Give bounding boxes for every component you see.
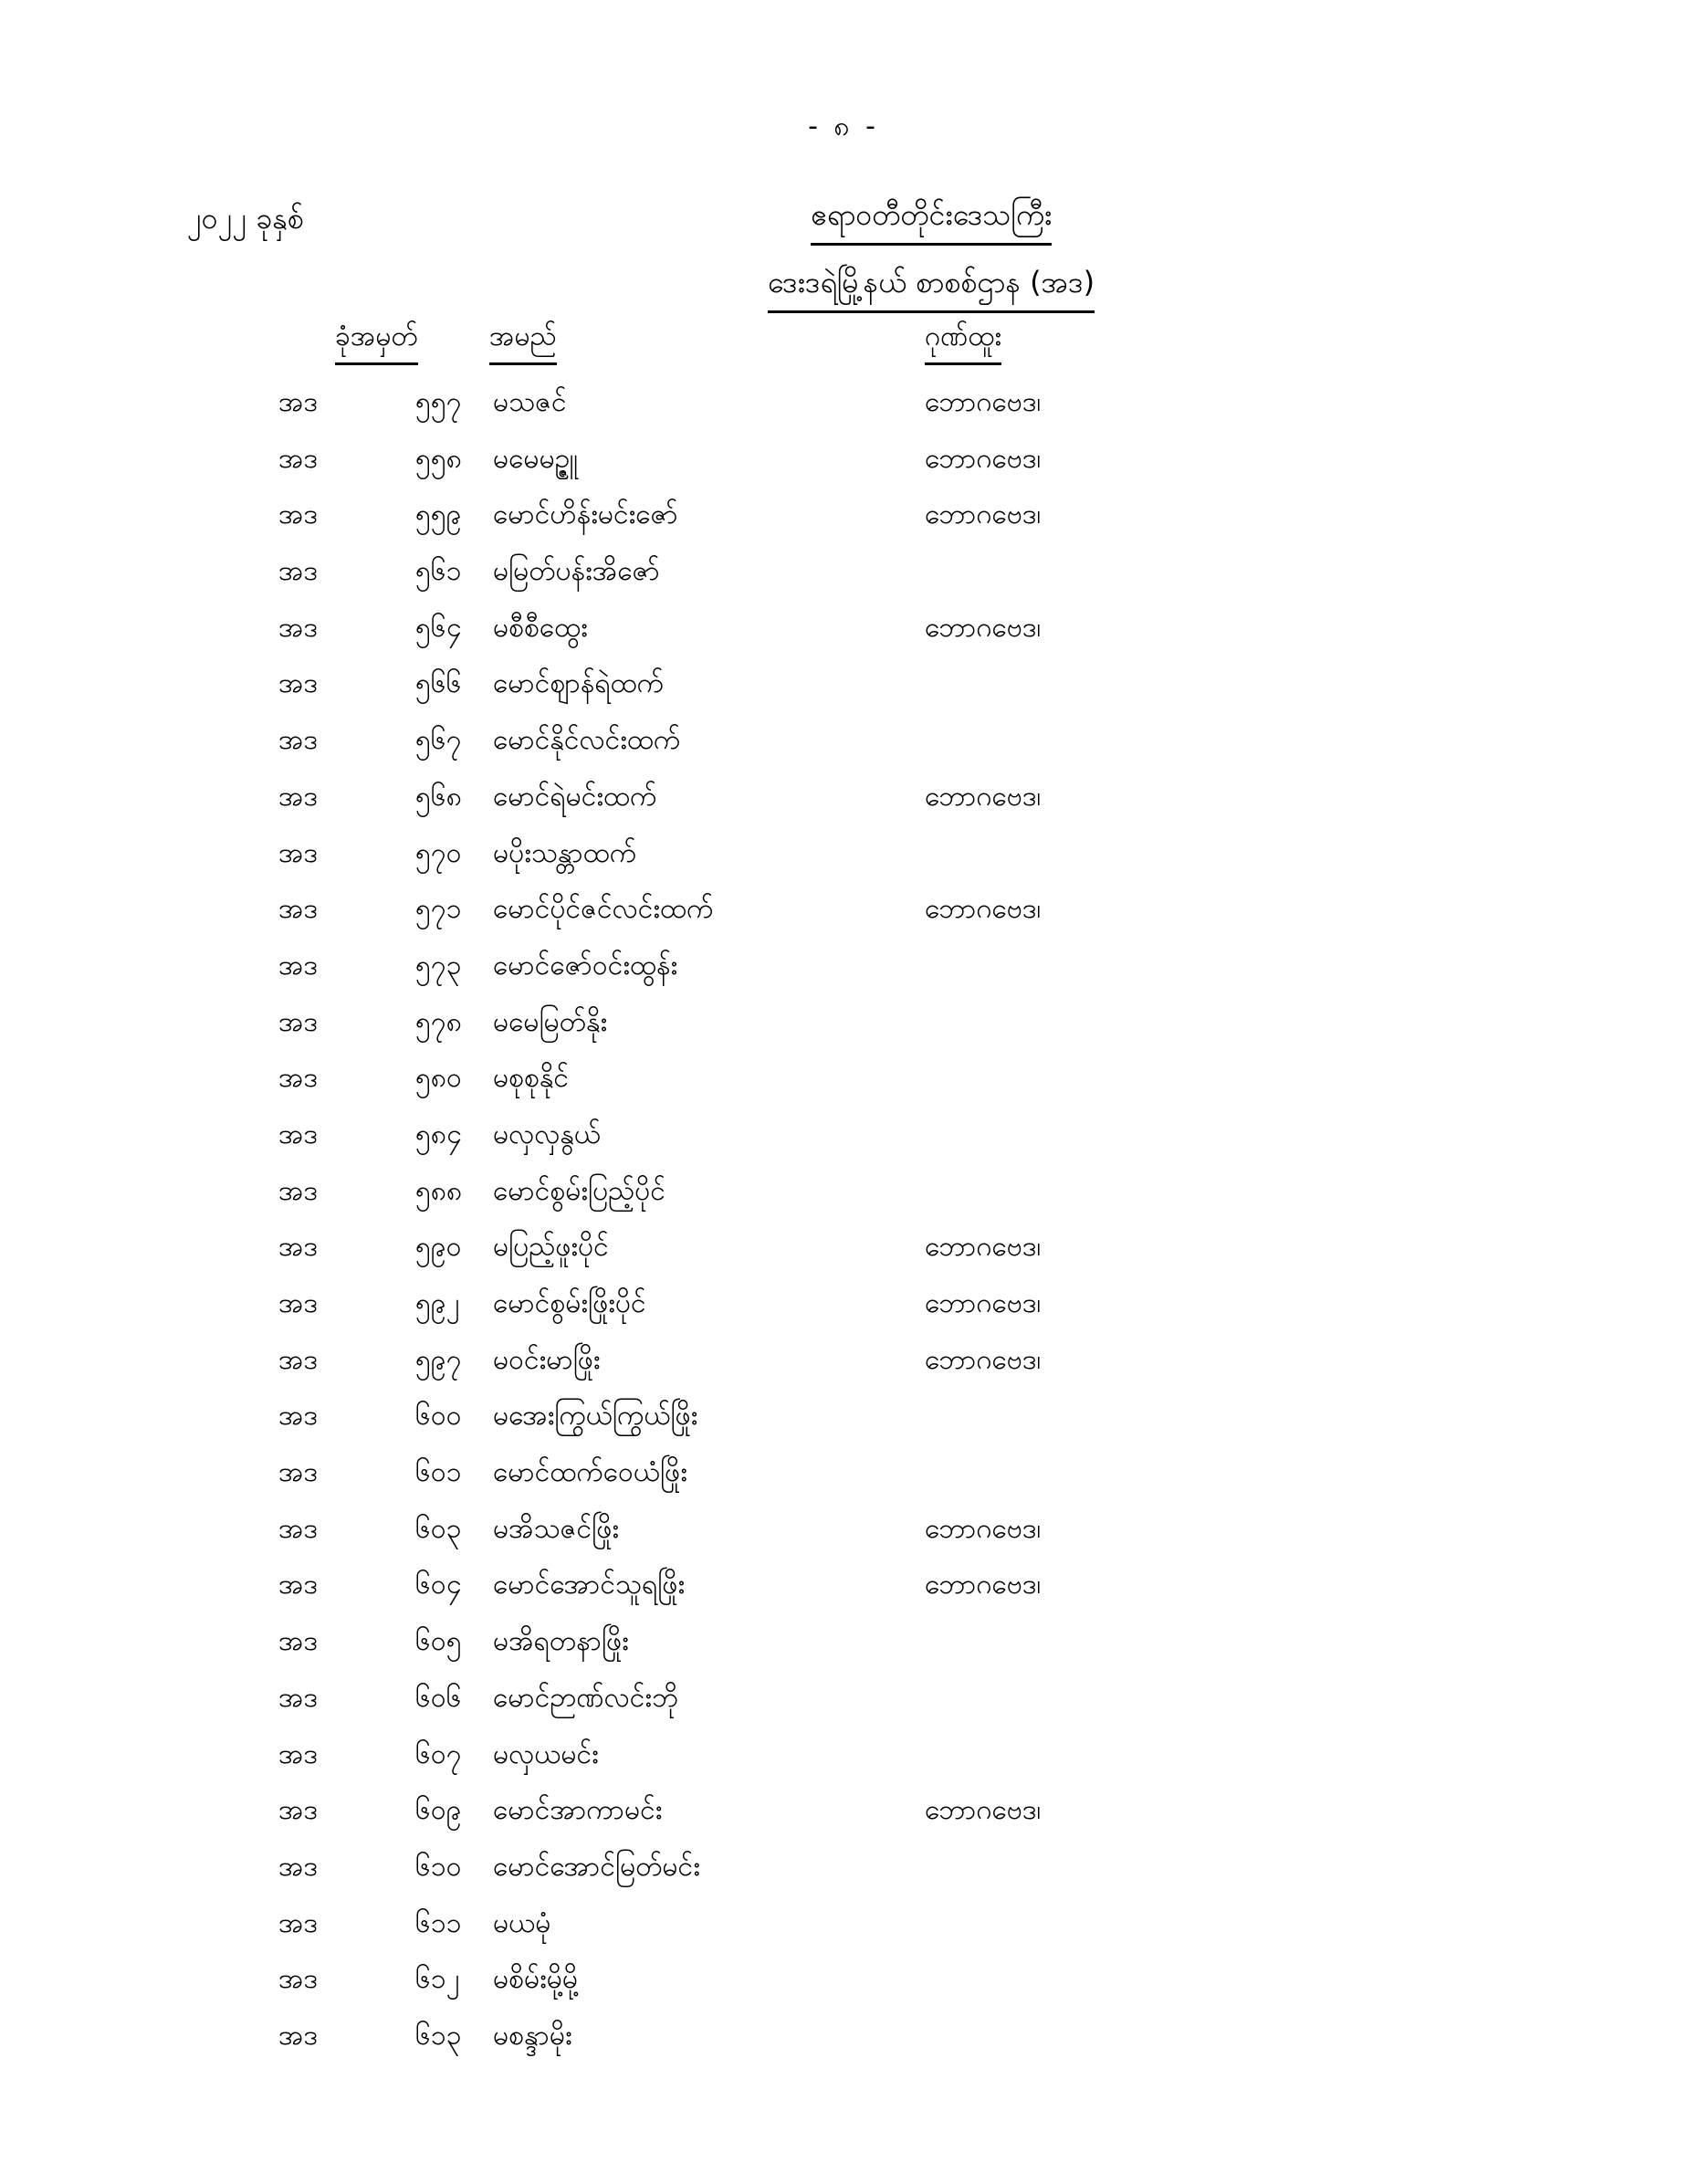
roll-prefix-cell: အဒ xyxy=(278,1738,319,1770)
roll-number-cell: ၅၇၈ xyxy=(415,1005,462,1038)
roll-number-cell: ၆၁၁ xyxy=(415,1906,462,1939)
name-cell: မောင်ဉာဏ်လင်းဘို xyxy=(493,1681,678,1714)
name-cell: မောင်ပိုင်ဇင်လင်းထက် xyxy=(493,893,714,926)
name-cell: မအိရတနာဖြိုး xyxy=(493,1625,629,1658)
roll-prefix-cell: အဒ xyxy=(278,1625,319,1658)
roll-prefix-cell: အဒ xyxy=(278,499,319,531)
roll-number-cell: ၅၉၀ xyxy=(415,1231,462,1264)
distinction-cell: ဘောဂဗေဒ၊ xyxy=(925,780,1042,813)
region-title-text: ဧရာဝတီတိုင်းဒေသကြီး xyxy=(811,195,1052,246)
table-row xyxy=(0,1905,1687,1961)
name-cell: မမြတ်ပန်းအိဇော် xyxy=(493,555,660,588)
roll-prefix-cell: အဒ xyxy=(278,1456,319,1489)
roll-number-cell: ၅၆၁ xyxy=(415,555,462,588)
roll-number-cell: ၅၅၈ xyxy=(415,442,462,475)
name-cell: မလှယမင်း xyxy=(493,1738,599,1770)
roll-prefix-cell: အဒ xyxy=(278,1963,319,1996)
roll-prefix-cell: အဒ xyxy=(278,1231,319,1264)
distinction-cell: ဘောဂဗေဒ၊ xyxy=(925,1343,1042,1376)
roll-number-cell: ၅၇၁ xyxy=(415,893,462,926)
roll-prefix-cell: အဒ xyxy=(278,555,319,588)
distinction-cell: ဘောဂဗေဒ၊ xyxy=(925,1794,1042,1827)
distinction-cell: ဘောဂဗေဒ၊ xyxy=(925,893,1042,926)
column-header-name-text: အမည် xyxy=(489,318,557,365)
name-cell: မောင်စွမ်းဖြိုးပိုင် xyxy=(493,1287,646,1319)
table-row xyxy=(0,1059,1687,1116)
name-cell: မောင်အာကာမင်း xyxy=(493,1794,663,1827)
roll-prefix-cell: အဒ xyxy=(278,1512,319,1545)
name-cell: မောင်စွမ်းပြည့်ပိုင် xyxy=(493,1174,665,1207)
roll-number-cell: ၅၈၈ xyxy=(415,1174,463,1207)
page-number: - ၈ - xyxy=(808,110,879,142)
table-row xyxy=(0,1285,1687,1341)
table-row xyxy=(0,890,1687,947)
column-header-name xyxy=(489,318,557,365)
name-cell: မဝင်းမာဖြိုး xyxy=(493,1343,601,1376)
table-row xyxy=(0,1848,1687,1905)
roll-prefix-cell: အဒ xyxy=(278,667,319,700)
name-cell: မောင်ရဲမင်းထက် xyxy=(493,780,657,813)
name-cell: မောင်ထက်ဝေယံဖြိုး xyxy=(493,1456,687,1489)
name-cell: မောင်ဟိန်းမင်းဇော် xyxy=(493,499,678,531)
roll-number-cell: ၆၁၂ xyxy=(415,1963,460,1996)
table-row xyxy=(0,1622,1687,1679)
table-row xyxy=(0,1003,1687,1060)
distinction-cell: ဘောဂဗေဒ၊ xyxy=(925,1569,1042,1601)
table-row xyxy=(0,496,1687,552)
table-row xyxy=(0,1397,1687,1454)
roll-number-cell: ၅၇၀ xyxy=(415,836,462,869)
exam-center-title-text: ဒေးဒရဲမြို့နယ် စာစစ်ဌာန (အဒ) xyxy=(768,263,1095,313)
table-row xyxy=(0,721,1687,778)
name-cell: မယမုံ xyxy=(493,1906,551,1939)
name-cell: မမေမြတ်နိုး xyxy=(493,1005,608,1038)
roll-number-cell: ၅၆၆ xyxy=(415,667,462,700)
roll-prefix-cell: အဒ xyxy=(278,1062,319,1095)
name-cell: မောင်အောင်သူရဖြိုး xyxy=(493,1569,686,1601)
roll-prefix-cell: အဒ xyxy=(278,442,319,475)
table-row xyxy=(0,835,1687,891)
roll-prefix-cell: အဒ xyxy=(278,611,319,644)
roll-number-cell: ၅၆၇ xyxy=(415,724,462,757)
roll-prefix-cell: အဒ xyxy=(278,1850,319,1883)
table-row xyxy=(0,1228,1687,1285)
roll-prefix-cell: အဒ xyxy=(278,386,319,418)
roll-prefix-cell: အဒ xyxy=(278,1343,319,1376)
roll-number-cell: ၅၆၈ xyxy=(415,780,462,813)
table-row xyxy=(0,1172,1687,1229)
roll-prefix-cell: အဒ xyxy=(278,1400,319,1433)
roll-number-cell: ၅၉၂ xyxy=(415,1287,460,1319)
roll-prefix-cell: အဒ xyxy=(278,724,319,757)
table-row xyxy=(0,1566,1687,1622)
distinction-cell: ဘောဂဗေဒ၊ xyxy=(925,611,1042,644)
table-row xyxy=(0,1341,1687,1398)
roll-prefix-cell: အဒ xyxy=(278,1005,319,1038)
roll-prefix-cell: အဒ xyxy=(278,1174,319,1207)
distinction-cell: ဘောဂဗေဒ၊ xyxy=(925,1231,1042,1264)
roll-prefix-cell: အဒ xyxy=(278,1906,319,1939)
roll-number-cell: ၆၀၀ xyxy=(415,1400,462,1433)
roll-prefix-cell: အဒ xyxy=(278,1681,319,1714)
name-cell: မစိမ်းမို့မို့ xyxy=(493,1963,579,1996)
table-row xyxy=(0,1510,1687,1567)
name-cell: မမေမဉ္ဇူ xyxy=(493,442,578,475)
roll-prefix-cell: အဒ xyxy=(278,893,319,926)
distinction-cell: ဘောဂဗေဒ၊ xyxy=(925,1512,1042,1545)
name-cell: မသဇင် xyxy=(493,386,567,418)
table-row xyxy=(0,552,1687,609)
roll-number-cell: ၅၈၄ xyxy=(415,1118,462,1150)
name-cell: မပြည့်ဖူးပိုင် xyxy=(493,1231,609,1264)
roll-number-cell: ၆၀၇ xyxy=(415,1738,462,1770)
name-cell: မလှလှနွယ် xyxy=(493,1118,602,1150)
distinction-cell: ဘောဂဗေဒ၊ xyxy=(925,442,1042,475)
roll-number-cell: ၅၆၄ xyxy=(415,611,462,644)
table-row xyxy=(0,1960,1687,2017)
roll-number-cell: ၅၅၉ xyxy=(415,499,462,531)
column-header-distinction xyxy=(925,318,1001,365)
roll-prefix-cell: အဒ xyxy=(278,836,319,869)
name-cell: မောင်အောင်မြတ်မင်း xyxy=(493,1850,700,1883)
name-cell: မပိုးသန္တာထက် xyxy=(493,836,637,869)
table-row xyxy=(0,440,1687,497)
table-row xyxy=(0,609,1687,666)
table-row xyxy=(0,947,1687,1003)
name-cell: မအိသဇင်ဖြိုး xyxy=(493,1512,619,1545)
table-row xyxy=(0,1736,1687,1792)
table-row xyxy=(0,2017,1687,2074)
roll-number-cell: ၆၀၉ xyxy=(415,1794,462,1827)
table-row xyxy=(0,665,1687,721)
distinction-cell: ဘောဂဗေဒ၊ xyxy=(925,499,1042,531)
roll-number-cell: ၆၀၁ xyxy=(415,1456,462,1489)
column-header-roll-text: ခုံအမှတ် xyxy=(335,318,418,365)
table-row xyxy=(0,778,1687,835)
roll-number-cell: ၆၀၃ xyxy=(415,1512,462,1545)
exam-center-title xyxy=(639,263,1223,313)
name-cell: မစန္ဒာမိုး xyxy=(493,2019,572,2052)
roll-number-cell: ၅၇၃ xyxy=(415,949,462,982)
year-label: ၂၀၂၂ ခုနှစ် xyxy=(187,201,304,236)
roll-prefix-cell: အဒ xyxy=(278,780,319,813)
name-cell: မောင်နိုင်လင်းထက် xyxy=(493,724,681,757)
name-cell: မစီစီထွေး xyxy=(493,611,588,644)
name-cell: မောင်ဈာန်ရဲထက် xyxy=(493,667,664,700)
roll-number-cell: ၆၁၃ xyxy=(415,2019,462,2052)
distinction-cell: ဘောဂဗေဒ၊ xyxy=(925,1287,1042,1319)
roll-prefix-cell: အဒ xyxy=(278,1569,319,1601)
results-table xyxy=(0,383,1687,2074)
name-cell: မောင်ဇော်ဝင်းထွန်း xyxy=(493,949,678,982)
roll-number-cell: ၆၀၆ xyxy=(415,1681,462,1714)
distinction-cell: ဘောဂဗေဒ၊ xyxy=(925,386,1042,418)
roll-prefix-cell: အဒ xyxy=(278,1118,319,1150)
roll-number-cell: ၆၁၀ xyxy=(415,1850,462,1883)
table-row xyxy=(0,383,1687,440)
table-row xyxy=(0,1116,1687,1172)
roll-number-cell: ၅၉၇ xyxy=(415,1343,462,1376)
table-row xyxy=(0,1791,1687,1848)
column-header-distinction-text: ဂုဏ်ထူး xyxy=(925,318,1001,365)
name-cell: မစုစုနိုင် xyxy=(493,1062,570,1095)
roll-prefix-cell: အဒ xyxy=(278,1287,319,1319)
name-cell: မအေးကြွယ်ကြွယ်ဖြိုး xyxy=(493,1400,698,1433)
roll-number-cell: ၅၈၀ xyxy=(415,1062,462,1095)
roll-prefix-cell: အဒ xyxy=(278,1794,319,1827)
region-title xyxy=(676,195,1187,246)
roll-number-cell: ၅၅၇ xyxy=(415,386,462,418)
roll-prefix-cell: အဒ xyxy=(278,2019,319,2052)
roll-prefix-cell: အဒ xyxy=(278,949,319,982)
table-row xyxy=(0,1679,1687,1736)
roll-number-cell: ၆၀၅ xyxy=(415,1625,462,1658)
table-row xyxy=(0,1454,1687,1510)
roll-number-cell: ၆၀၄ xyxy=(415,1569,462,1601)
column-header-roll xyxy=(335,318,418,365)
